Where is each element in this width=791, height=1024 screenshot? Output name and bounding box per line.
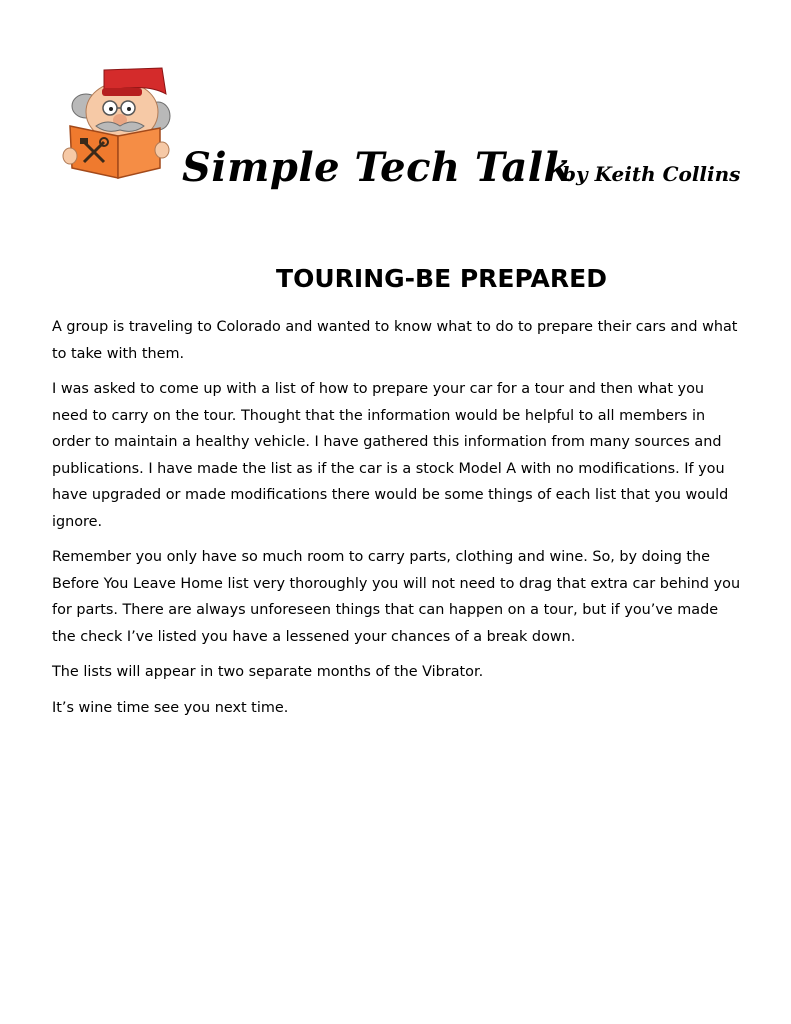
paragraph: It’s wine time see you next time.	[52, 699, 289, 716]
paragraph: Remember you only have so much room to carry parts, clothing and wine. So, by doing the Before You Leave Home list very thoroughly you will not need to drag that extra car behind you for parts. There are always unforeseen things that can happen on a tour, but if you’ve made the check I’ve listed you have a lessened your chances of a break down.	[52, 549, 741, 645]
byline: by Keith Collins	[562, 162, 741, 186]
series-title: Simple Tech Talk	[182, 144, 572, 191]
article-body	[52, 314, 744, 730]
paragraph: I was asked to come up with a list of how to prepare your car for a tour and then what you need to carry on the tour. Thought that the information would be helpful to all members in order to maintain a healthy vehicle. I have gathered this information from many sources and publications. I have made the list as if the car is a stock Model A with no modifications. If you have upgraded or made modifications there would be some things of each list that you would ignore.	[52, 381, 729, 530]
article-title: TOURING-BE PREPARED	[276, 264, 607, 293]
header	[0, 0, 791, 220]
paragraph: A group is traveling to Colorado and wanted to know what to do to prepare their cars and what to take with them.	[52, 319, 738, 362]
mascot-reading-manual-icon	[62, 64, 174, 182]
paragraph: The lists will appear in two separate months of the Vibrator.	[52, 664, 484, 680]
